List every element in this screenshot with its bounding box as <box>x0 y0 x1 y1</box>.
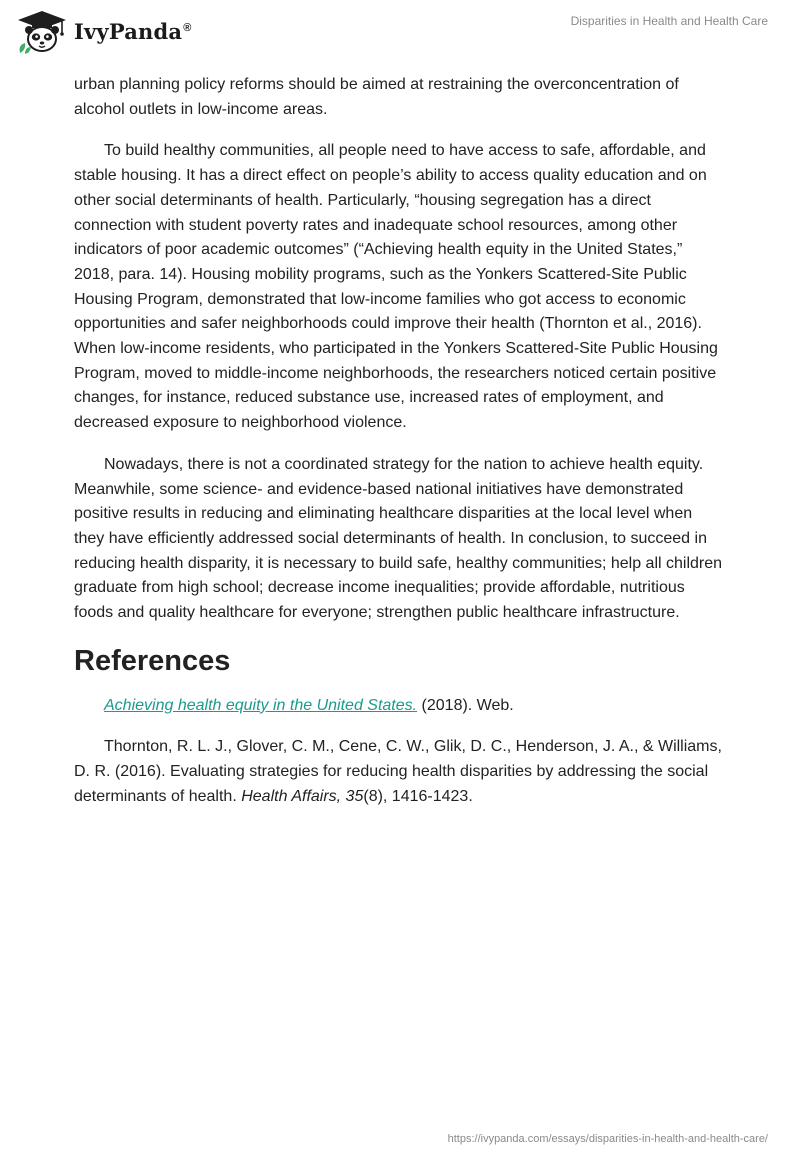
footer-source-url[interactable]: https://ivypanda.com/essays/disparities-in-health-and-health-care/ <box>447 1133 768 1145</box>
brand-name: IvyPanda® <box>74 18 192 44</box>
reference-2-authors-title: Thornton, R. L. J., Glover, C. M., Cene, C. W., Glik, D. C., Henderson, J. A., & Williams, D. R. (2016). Evaluating strategies for reducing health disparities by addressing the social determinants of health. <box>74 738 722 805</box>
page-header <box>0 0 800 66</box>
panda-graduate-logo-icon <box>16 9 68 55</box>
body-paragraph-3: Nowadays, there is not a coordinated strategy for the nation to achieve health equity. Meanwhile, some science- and evidence-based national initiatives have demonstrated positive results in reducing and eliminating healthcare disparities at the local level when they have efficiently addressed social determinants of health. In conclusion, to succeed in reducing health disparity, it is necessary to build safe, healthy communities; help all children graduate from high school; decrease income inequalities; provide affordable, nutritious foods and quality healthcare for everyone; strengthen public healthcare infrastructure. <box>74 455 723 622</box>
document-title: Disparities in Health and Health Care <box>570 14 768 28</box>
essay-content <box>74 73 724 827</box>
reference-item-1 <box>74 694 724 719</box>
registered-mark: ® <box>183 21 192 34</box>
references-heading: References <box>74 644 231 677</box>
body-paragraph-2: To build healthy communities, all people need to have access to safe, affordable, and stable housing. It has a direct effect on people’s ability to access quality education and on other social determinants of health. Particularly, “housing segregation has a direct connection with student poverty rates and inadequate school resources, among other indicators of poor academic outcomes” (“Achieving health equity in the United States,” 2018, para. 14). Housing mobility programs, such as the Yonkers Scattered-Site Public Housing Program, demonstrated that low-income families who got access to economic opportunities and safer neighborhoods could improve their health (Thornton et al., 2016). When low-income residents, who participated in the Yonkers Scattered-Site Public Housing Program, moved to middle-income neighborhoods, the researchers noticed certain positive changes, for instance, reduced substance use, increased rates of employment, and decreased exposure to neighborhood violence. <box>74 142 718 432</box>
reference-1-link[interactable]: Achieving health equity in the United States. <box>104 696 418 714</box>
reference-1-details: (2018). Web. <box>417 696 514 714</box>
reference-2-issue-pages: (8), 1416-1423. <box>363 787 473 805</box>
reference-2-journal: Health Affairs, 35 <box>241 787 364 805</box>
brand-logo-link[interactable] <box>16 9 192 55</box>
reference-item-2 <box>74 735 724 809</box>
body-paragraph-1: urban planning policy reforms should be aimed at restraining the overconcentration of alcohol outlets in low-income areas. <box>74 76 679 118</box>
